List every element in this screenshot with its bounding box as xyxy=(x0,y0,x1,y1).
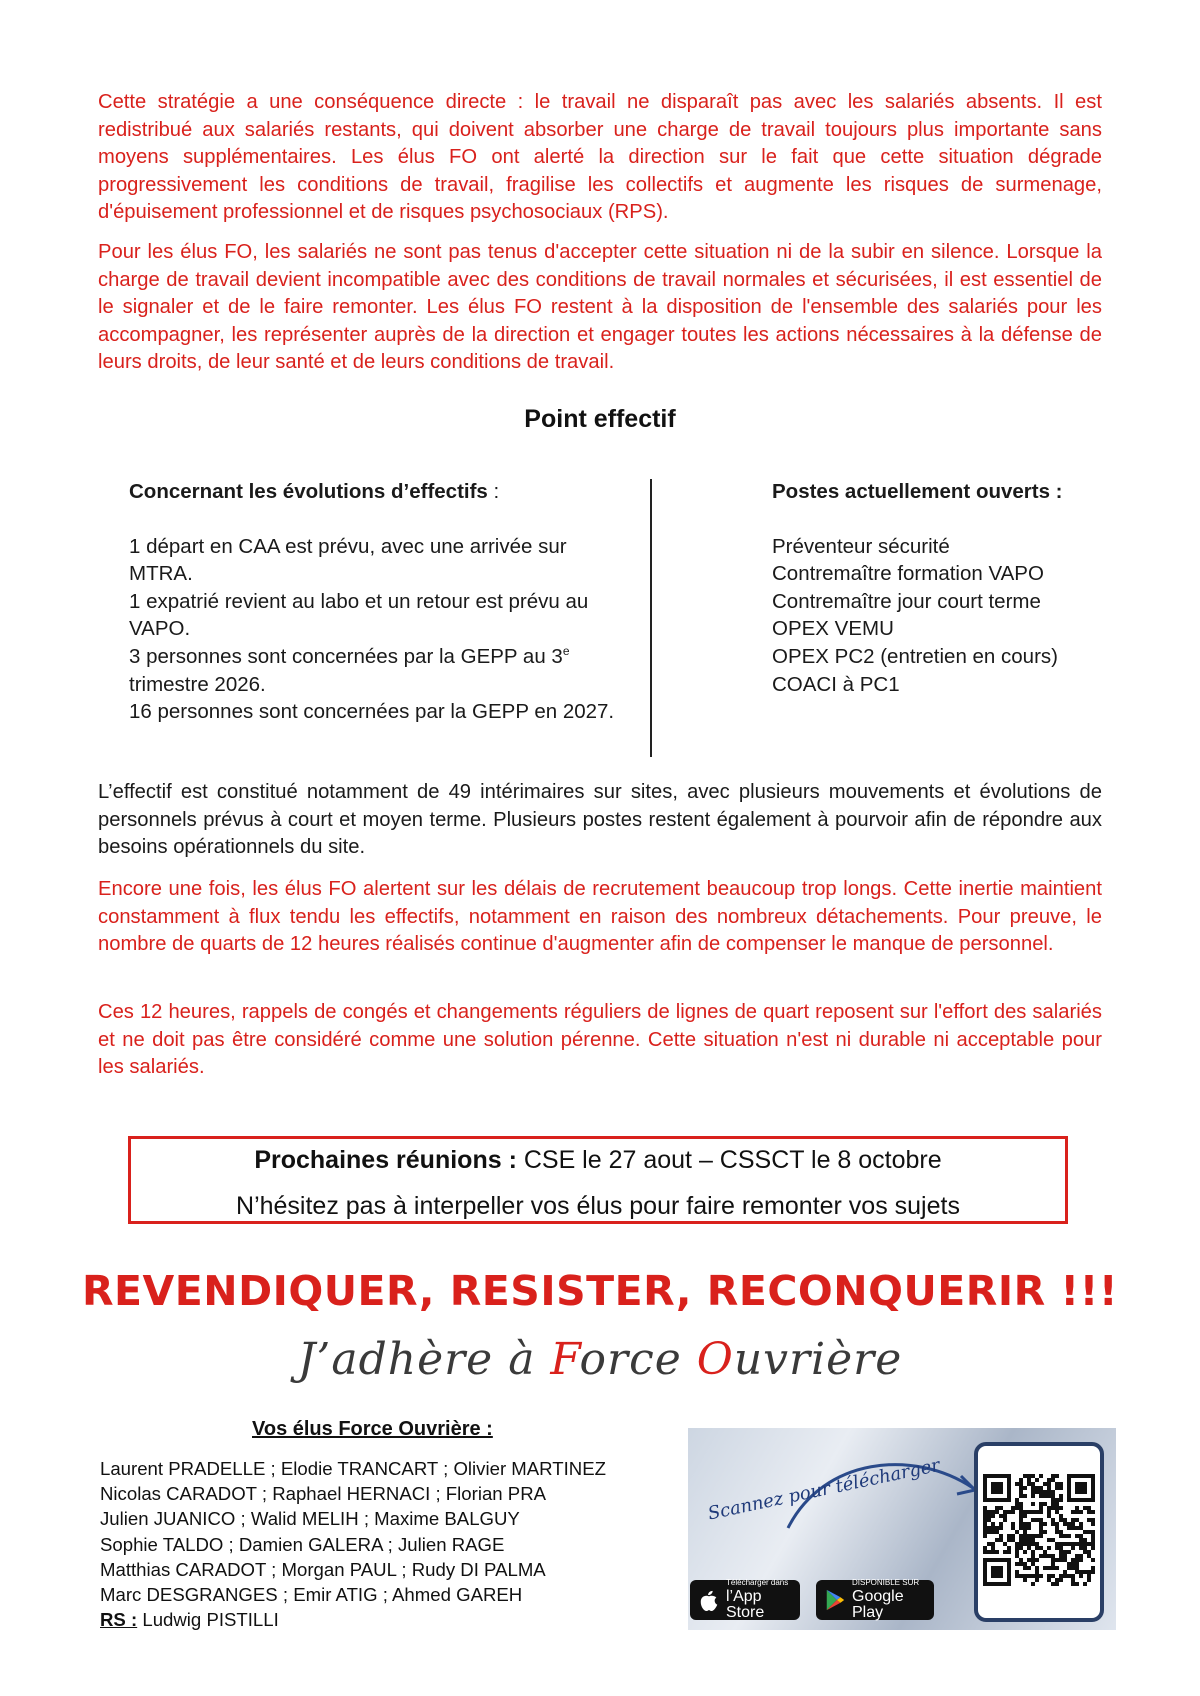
staff-changes-column xyxy=(129,478,619,726)
paragraph-report-workload: Pour les élus FO, les salariés ne sont pas tenus d'accepter cette situation ni de la subir en silence. Lorsque la charge de travail devient incompatible avec des conditions de travail normales et sécurisées, il est essentiel de le signaler et de le faire remonter. Les élus FO restent à la disposition de l'ensemble des salariés pour les accompagner, les représenter auprès de la direction et engager toutes les actions nécessaires à la défense de leurs droits, de leur santé et de leurs conditions de travail. xyxy=(98,241,1102,374)
scan-to-download-text: Scannez pour télécharger xyxy=(706,1454,942,1525)
paragraph-recruitment-delays: Encore une fois, les élus FO alertent sur les délais de recrutement beaucoup trop longs. Cette inertie maintient constamment à flux tendu les effectifs, notamment en raison des nombreux détachements. Pour preuve, le nombre de quarts de 12 heures réalisés continue d'augmenter afin de compenser le manque de personnel. xyxy=(98,878,1102,956)
rs-line: RS : Ludwig PISTILLI xyxy=(100,1609,279,1631)
list-item: OPEX VEMU xyxy=(772,617,894,641)
list-item: Contremaître jour court terme xyxy=(772,589,1041,613)
list-item: Sophie TALDO ; Damien GALERA ; Julien RAGE xyxy=(100,1533,505,1555)
google-play-badge[interactable]: DISPONIBLE SUR Google Play xyxy=(816,1580,934,1620)
staff-changes-list xyxy=(129,533,619,726)
list-item: Julien JUANICO ; Walid MELIH ; Maxime BALGUY xyxy=(100,1508,520,1530)
elus-title: Vos élus Force Ouvrière : xyxy=(252,1418,493,1440)
open-positions-column xyxy=(772,478,1132,698)
list-item: Laurent PRADELLE ; Elodie TRANCART ; Olivier MARTINEZ xyxy=(100,1458,606,1479)
app-download-banner xyxy=(688,1428,1116,1630)
contact-elus-line: N’hésitez pas à interpeller vos élus pour faire remonter vos sujets xyxy=(236,1192,960,1220)
list-item: 16 personnes sont concernées par la GEPP en 2027. xyxy=(129,700,615,724)
open-positions-heading: Postes actuellement ouverts : xyxy=(772,480,1063,503)
list-item: Matthias CARADOT ; Morgan PAUL ; Rudy DI PALMA xyxy=(100,1558,546,1580)
slogan: REVENDIQUER, RESISTER, RECONQUERIR !!! xyxy=(81,1267,1119,1315)
list-item: Marc DESGRANGES ; Emir ATIG ; Ahmed GAREH xyxy=(100,1584,523,1606)
list-item: 3 personnes sont concernées par la GEPP au 3e trimestre 2026. xyxy=(129,644,570,696)
paragraph-workload-consequence: Cette stratégie a une conséquence directe : le travail ne disparaît pas avec les salariés absents. Il est redistribué aux salariés restants, qui doivent absorber une charge de travail toujours plus importante sans moyens supplémentaires. Les élus FO ont alerté la direction sur le fait que cette situation dégrade progressivement les conditions de travail, fragilise les collectifs et augmente les risques de surmenage, d'épuisement professionnel et de risques psychosociaux (RPS). xyxy=(98,91,1102,224)
app-store-badge[interactable]: Télécharger dans l’App Store xyxy=(690,1580,800,1620)
list-item: 1 départ en CAA est prévu, avec une arrivée sur MTRA. xyxy=(129,534,567,586)
list-item: OPEX PC2 (entretien en cours) xyxy=(772,644,1058,668)
list-item: Contremaître formation VAPO xyxy=(772,562,1044,586)
column-divider xyxy=(650,479,652,757)
list-item: Nicolas CARADOT ; Raphael HERNACI ; Florian PRA xyxy=(100,1483,547,1505)
paragraph-12h-shifts: Ces 12 heures, rappels de congés et changements réguliers de lignes de quart reposent sur l'effort des salariés et ne doit pas être considéré comme une solution pérenne. Cette situation n'est ni durable ni acceptable pour les salariés. xyxy=(98,1001,1102,1079)
next-meetings-line: Prochaines réunions : CSE le 27 aout – CSSCT le 8 octobre xyxy=(254,1146,942,1174)
google-play-icon xyxy=(824,1588,846,1612)
list-item: COACI à PC1 xyxy=(772,672,900,696)
elus-list xyxy=(100,1456,680,1632)
next-meetings-box xyxy=(128,1136,1068,1224)
apple-icon xyxy=(698,1588,720,1612)
section-title: Point effectif xyxy=(524,405,676,433)
paragraph-staff-summary: L’effectif est constitué notamment de 49 intérimaires sur sites, avec plusieurs mouvements et évolutions de personnels prévus à court et moyen terme. Plusieurs postes restent également à pourvoir afin de répondre aux besoins opérationnels du site. xyxy=(98,781,1102,859)
qr-code-icon xyxy=(982,1466,1096,1604)
list-item: 1 expatrié revient au labo et un retour est prévu au VAPO. xyxy=(129,589,589,641)
open-positions-list xyxy=(772,533,1132,699)
join-fo-tagline: J’adhère à Force Ouvrière xyxy=(297,1334,903,1385)
qr-code[interactable] xyxy=(974,1442,1104,1622)
list-item: Préventeur sécurité xyxy=(772,534,950,558)
staff-changes-heading: Concernant les évolutions d’effectifs : xyxy=(129,480,500,503)
